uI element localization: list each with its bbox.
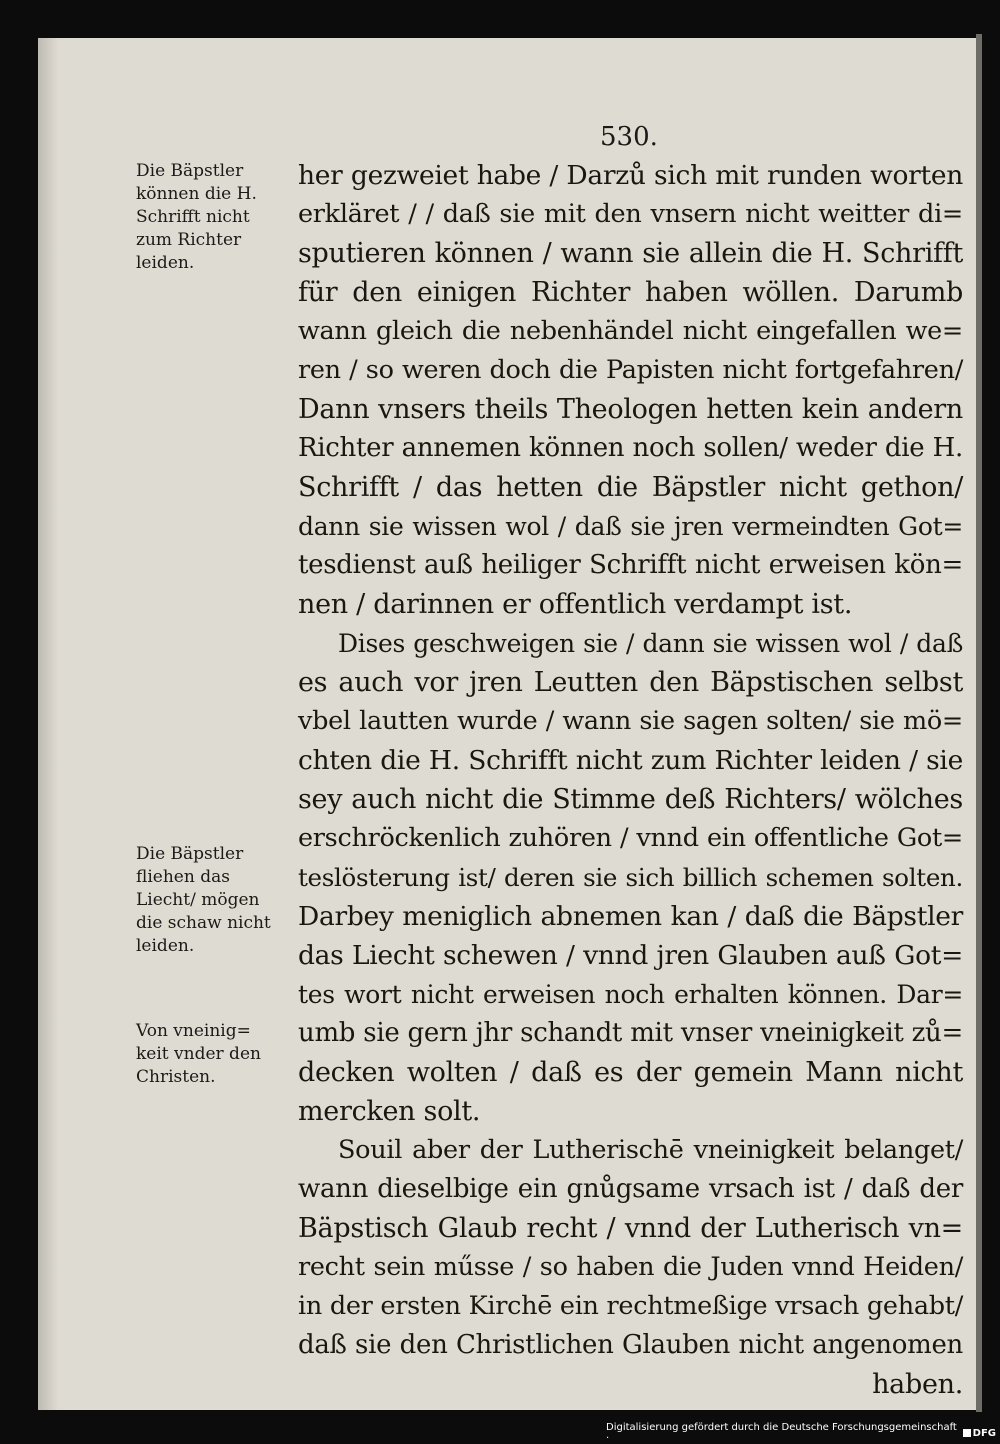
margin-note-line: Schrifft nicht <box>136 207 250 227</box>
text-line: Souil aber der Lutherischē vneinigkeit belanget/ <box>338 1135 963 1165</box>
margin-note-line: zum Richter <box>136 230 242 250</box>
body-text <box>298 156 963 1404</box>
margin-note-line: Die Bäpstler <box>136 844 244 864</box>
gutter-shadow <box>38 38 58 1410</box>
margin-note-line: fliehen das <box>136 867 230 887</box>
text-line: das Liecht schewen / vnnd jren Glauben auß Got= <box>298 940 963 971</box>
text-line: teslösterung ist/ deren sie sich billich schemen solten. <box>298 863 963 892</box>
text-line: Richter annemen können noch sollen/ weder die H. <box>298 433 963 463</box>
text-line: sey auch nicht die Stimme deß Richters/ wölches <box>298 784 963 815</box>
dfg-logo-text: DFG <box>972 1427 996 1439</box>
margin-note-line: können die H. <box>136 184 257 204</box>
text-line: für den einigen Richter haben wöllen. Darumb <box>298 277 963 308</box>
margin-note-3 <box>136 1020 292 1089</box>
text-line: daß sie den Christlichen Glauben nicht angenomen <box>298 1330 963 1360</box>
text-line: es auch vor jren Leutten den Bäpstischen selbst <box>298 667 963 698</box>
margin-note-line: Liecht/ mögen <box>136 890 260 910</box>
dfg-logo[interactable] <box>963 1428 996 1439</box>
text-line: Bäpstisch Glaub recht / vnnd der Lutherisch vn= <box>298 1213 963 1244</box>
margin-note-line: Christen. <box>136 1067 216 1087</box>
text-line: in der ersten Kirchē ein rechtmeßige vrsach gehabt/ <box>298 1291 963 1321</box>
text-line: Dann vnsers theils Theologen hetten kein andern <box>298 394 963 425</box>
text-line: umb sie gern jhr schandt mit vnser vneinigkeit zů= <box>298 1018 963 1048</box>
margin-note-1 <box>136 160 292 275</box>
text-line: vbel lautten wurde / wann sie sagen solten/ sie mö= <box>298 706 963 736</box>
text-line: nen / darinnen er offentlich verdampt ist. <box>298 589 853 620</box>
margin-note-line: leiden. <box>136 253 195 273</box>
text-line: her gezweiet habe / Darzů sich mit runden worten <box>298 160 963 191</box>
page-number: 530. <box>600 122 658 152</box>
text-line: wann dieselbige ein gnůgsame vrsach ist / daß der <box>298 1174 963 1204</box>
text-line: erschröckenlich zuhören / vnnd ein offentliche Got= <box>298 823 963 853</box>
page-edge <box>976 34 982 1412</box>
text-line: tes wort nicht erweisen noch erhalten können. Dar= <box>298 980 963 1009</box>
text-line: mercken solt. <box>298 1096 481 1127</box>
dfg-logo-mark-icon <box>963 1429 971 1437</box>
text-line: ren / so weren doch die Papisten nicht fortgefahren/ <box>298 355 963 385</box>
catchword: haben. <box>872 1369 963 1400</box>
margin-note-line: die schaw nicht <box>136 913 271 933</box>
margin-note-2 <box>136 843 292 958</box>
footer-text: Digitalisierung gefördert durch die Deutsche Forschungsgemeinschaft · <box>606 1422 957 1444</box>
text-line: erkläret / / daß sie mit den vnsern nicht weitter di= <box>298 199 963 229</box>
text-line: wann gleich die nebenhändel nicht eingefallen we= <box>298 316 963 346</box>
margin-note-line: Von vneinig= <box>136 1021 251 1041</box>
text-line: decken wolten / daß es der gemein Mann nicht <box>298 1057 963 1088</box>
text-line: tesdienst auß heiliger Schrifft nicht erweisen kön= <box>298 550 963 580</box>
text-line: dann sie wissen wol / daß sie jren vermeindten Got= <box>298 512 963 541</box>
margin-note-line: keit vnder den <box>136 1044 261 1064</box>
text-line: chten die H. Schrifft nicht zum Richter leiden / sie <box>298 745 963 776</box>
margin-note-line: Die Bäpstler <box>136 161 244 181</box>
text-line: Schrifft / das hetten die Bäpstler nicht gethon/ <box>298 472 963 503</box>
text-line: sputieren können / wann sie allein die H. Schrifft <box>298 238 963 269</box>
text-line: recht sein műsse / so haben die Juden vnnd Heiden/ <box>298 1252 963 1282</box>
margin-note-line: leiden. <box>136 936 195 956</box>
text-line: Dises geschweigen sie / dann sie wissen wol / daß <box>338 629 963 658</box>
digitization-footer <box>606 1422 996 1444</box>
text-line: Darbey meniglich abnemen kan / daß die Bäpstler <box>298 901 963 932</box>
